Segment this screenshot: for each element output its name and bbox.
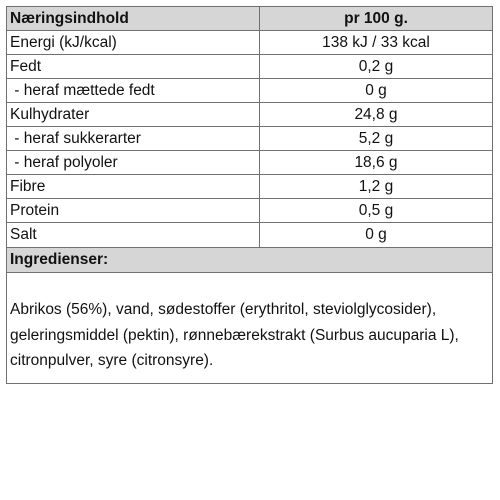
nutrient-label: Protein [7,199,260,222]
nutrient-label: - heraf mættede fedt [7,79,260,102]
table-row-energy [7,31,492,55]
nutrition-panel [6,6,493,384]
nutrient-value: 0,2 g [358,58,394,75]
nutrient-label: Energi (kJ/kcal) [7,31,260,54]
nutrient-label: Fibre [7,175,260,198]
nutrient-label: Salt [7,223,260,247]
nutrient-label: Fedt [7,55,260,78]
table-header-row [7,7,492,31]
nutrient-value: 138 kJ / 33 kcal [322,34,430,51]
table-row-protein [7,199,492,223]
nutrient-value: 5,2 g [358,130,394,147]
table-row-sugars [7,127,492,151]
table-row-salt [7,223,492,248]
table-row-fat [7,55,492,79]
nutrient-value: 0,5 g [358,202,394,219]
nutrient-label: - heraf polyoler [7,151,260,174]
table-row-saturated-fat [7,79,492,103]
nutrient-value: 0 g [365,226,387,243]
nutrient-value: 1,2 g [358,178,394,195]
nutrient-label: - heraf sukkerarter [7,127,260,150]
table-row-carbohydrates [7,103,492,127]
ingredients-heading: Ingredienser: [7,248,492,273]
header-nutrient-label: Næringsindhold [7,7,260,30]
table-row-fibre [7,175,492,199]
nutrient-value: 24,8 g [354,106,398,123]
header-per-100g-label: pr 100 g. [344,10,408,27]
ingredients-text: Abrikos (56%), vand, sødestoffer (erythritol, steviolglycosider), geleringsmiddel (pektin), rønnebærekstrakt (Surbus aucuparia L), citronpulver, syre (citronsyre). [10,301,459,369]
nutrient-value: 18,6 g [354,154,398,171]
nutrient-label: Kulhydrater [7,103,260,126]
table-row-polyols [7,151,492,175]
nutrient-value: 0 g [365,82,387,99]
